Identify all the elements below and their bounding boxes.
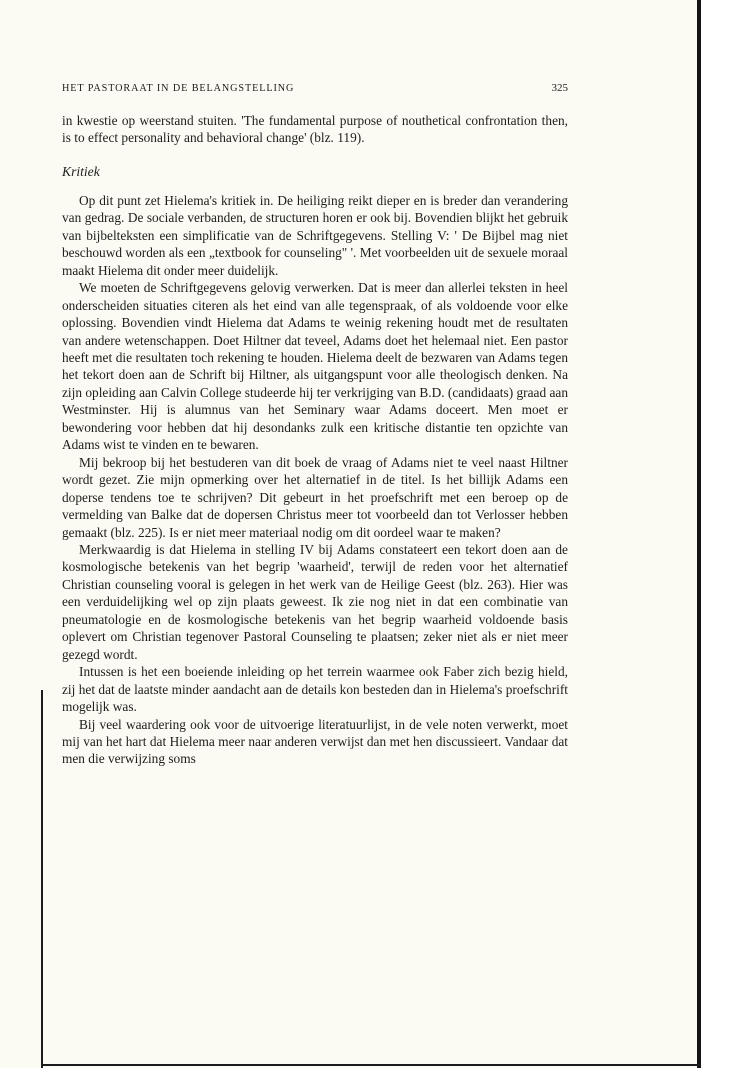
intro-paragraph: in kwestie op weerstand stuiten. 'The fundamental purpose of nouthetical confrontation then, is to effect personality and behavioral change' (blz. 119).: [62, 113, 568, 146]
page-number: 325: [551, 82, 568, 94]
running-head-title: HET PASTORAAT IN DE BELANGSTELLING: [62, 83, 295, 94]
page-edge-left: [41, 690, 43, 1068]
running-head: [62, 80, 568, 97]
paragraph: Op dit punt zet Hielema's kritiek in. De heiliging reikt dieper en is breder dan verandering van gedrag. De sociale verbanden, de structuren horen er ook bij. Bovendien blijkt het gebruik van bijbelteksten een simplificatie van de Schriftgegevens. Stelling V: ' De Bijbel mag niet beschouwd worden als een „textbook for counseling" '. Met voorbeelden uit de sexuele moraal maakt Hielema dit onder meer duidelijk.: [62, 192, 568, 278]
paragraph: We moeten de Schriftgegevens gelovig verwerken. Dat is meer dan allerlei teksten in heel onderscheiden situaties citeren als het eind van alle tegenspraak, of als voldoende voor elke oplossing. Bovendien vindt Hielema dat Adams te weinig rekening houdt met de resultaten van andere wetenschappen. Doet Hiltner dat teveel, Adams doet het helemaal niet. Een pastor heeft met die resultaten toch rekening te houden. Hielema deelt de bezwaren van Adams tegen het tekort doen aan de Schrift bij Hiltner, als uitgangspunt voor alle theologisch denken. Na zijn opleiding aan Calvin College studeerde hij ter verkrijging van B.D. (candidaats) graad aan Westminster. Hij is alumnus van het Seminary waar Adams doceert. Men moet er bewondering voor hebben dat hij desondanks zulk een kritische distantie ten opzichte van Adams wist te vinden en te bewaren.: [62, 280, 568, 453]
scan-margin-right: [701, 0, 738, 1068]
paragraph: Merkwaardig is dat Hielema in stelling IV bij Adams constateert een tekort doen aan de kosmologische betekenis van het begrip 'waarheid', terwijl de reden voor het alternatief Christian counseling vooral is gelegen in het werk van de Heilige Geest (blz. 263). Hier was een verduidelijking wel op zijn plaats geweest. Ik zie nog niet in dat een combinatie van pneumatologie en de kosmologische betekenis van het begrip waarheid voldoende basis oplevert om Christian tegenover Pastoral Counseling te plaatsen; zeker niet als er niet meer gezegd wordt.: [62, 541, 568, 662]
paragraph: Bij veel waardering ook voor de uitvoerige literatuurlijst, in de vele noten verwerkt, moet mij van het hart dat Hielema meer naar anderen verwijst dan met hen discussieert. Vandaar dat men die verwijzing soms: [62, 716, 568, 767]
page-edge-bottom: [41, 1064, 701, 1066]
paragraph: Intussen is het een boeiende inleiding op het terrein waarmee ook Faber zich bezig hield, zij het dat de laatste minder aandacht aan de details kon besteden dan in Hielema's proefschrift mogelijk was.: [62, 664, 568, 715]
section-heading: Kritiek: [62, 163, 100, 179]
page-content: [62, 80, 568, 768]
paragraph: Mij bekroop bij het bestuderen van dit boek de vraag of Adams niet te veel naast Hiltner wordt gezet. Zie mijn opmerking over het alternatief in de titel. Is het billijk Adams een doperse tendens toe te schrijven? Dit gebeurt in het proefschrift met een beroep op de vermelding van Balke dat de dopersen Christus meer tot voorbeeld dan tot Verlosser hebben gemaakt (blz. 225). Is er niet meer materiaal nodig om dit oordeel waar te maken?: [62, 454, 568, 540]
body-text: [62, 112, 568, 768]
